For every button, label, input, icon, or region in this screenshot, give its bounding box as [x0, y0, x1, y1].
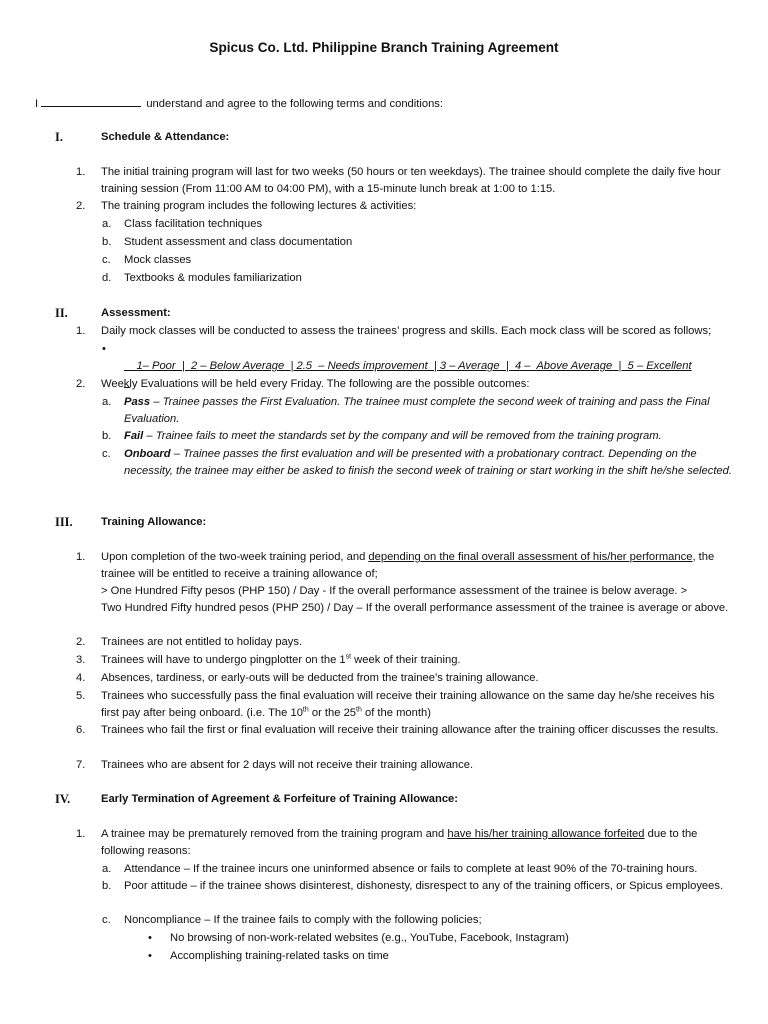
list-item [76, 164, 733, 198]
item-text: Absences, tardiness, or early-outs will be deducted from the trainee’s training allowance. [101, 672, 539, 684]
list-item [76, 652, 733, 669]
section-heading: Assessment: [101, 307, 171, 319]
item-number: 1. [76, 325, 86, 337]
ordinal-suffix: th [356, 706, 362, 714]
item-text: The initial training program will last for two weeks (50 hours or ten weekdays). The trainee should complete the daily five hour training session (From 11:00 AM to 04:00 PM), with a 15-minute lunch break at 1:00 to 1:15. [101, 166, 721, 195]
sub-item [102, 446, 734, 480]
sub-letter: b. [102, 236, 112, 248]
sub-letter: d. [102, 272, 112, 284]
sub-letter: c. [102, 914, 111, 926]
sub-item [102, 394, 734, 428]
sub-text: Mock classes [124, 254, 192, 266]
bullet-text: Accomplishing training-related tasks on time [170, 950, 389, 962]
term-dash: – [170, 448, 184, 460]
list-item [76, 722, 733, 739]
underlined-text: have his/her training allowance forfeited [447, 828, 645, 840]
item-text: A trainee may be prematurely removed from the training program and [101, 828, 448, 840]
sub-item [102, 428, 734, 445]
outcome-text: Trainee passes the First Evaluation. The trainee must complete the second week of training and pass the Final Evaluation. [124, 396, 710, 425]
item-number: 2. [76, 636, 86, 648]
item-text: Upon completion of the two-week training period, and [101, 551, 369, 563]
outcome-term: Onboard [124, 448, 171, 460]
item-number: 3. [76, 654, 86, 666]
ordinal-suffix: th [302, 706, 309, 714]
sub-letter: b. [102, 430, 112, 442]
item-number: 1. [76, 551, 86, 563]
sub-letter: c. [102, 448, 111, 460]
sub-letter: a. [102, 863, 112, 875]
outcome-text: Trainee fails to meet the standards set by the company and will be removed from the training program. [155, 430, 662, 442]
sub-item [102, 912, 734, 929]
item-text: or the 25 [308, 707, 357, 719]
item-text: , the trainee will be entitled to receive a training allowance of; [101, 551, 715, 580]
underlined-text: depending on the final overall assessment of his/her performance [368, 551, 693, 563]
item-text: Trainees who are absent for 2 days will not receive their training allowance. [101, 759, 474, 771]
section-numeral: II. [55, 306, 68, 320]
list-item [76, 688, 733, 722]
bullet-text: No browsing of non-work-related websites (e.g., YouTube, Facebook, Instagram) [170, 932, 569, 944]
allowance-line: > One Hundred Fifty pesos (PHP 150) / Day - If the overall performance assessment of the trainee is below average. > [101, 585, 688, 597]
item-number: 1. [76, 166, 86, 178]
list-item [76, 757, 733, 774]
item-number: 4. [76, 672, 86, 684]
outcome-text: Trainee passes the first evaluation and will be presented with a probationary contract. Depending on the necessity, the trainee may either be asked to finish the second week of training or start working in the shift he/she selected. [124, 448, 732, 477]
item-text: Trainees will have to undergo pingplotter on the 1 [101, 654, 346, 666]
term-dash: – [150, 396, 163, 408]
sub-letter: b. [102, 880, 112, 892]
bullet-mark: • [148, 950, 152, 962]
list-item [76, 376, 733, 393]
document-title: Spicus Co. Ltd. Philippine Branch Training Agreement [209, 40, 559, 55]
outcome-term: Fail [124, 430, 144, 442]
sub-text: Poor attitude – if the trainee shows disinterest, dishonesty, disrespect to any of the training officers, or Spicus employees. [124, 880, 724, 892]
ordinal-suffix: st [345, 653, 352, 661]
item-text: week of their training. [351, 654, 461, 666]
item-number: 1. [76, 828, 86, 840]
bullet-mark: • [148, 932, 152, 944]
bullet-mark: • [102, 343, 106, 355]
list-item [76, 323, 733, 340]
list-item [76, 549, 733, 583]
sub-letter: a. [102, 218, 112, 230]
list-item [76, 826, 733, 860]
section-numeral: IV. [55, 792, 71, 806]
intro-prefix: I [35, 98, 39, 110]
allowance-line: Two Hundred Fifty hundred pesos (PHP 250) / Day – If the overall performance assessment of the trainee is average or above. [101, 602, 729, 614]
sub-text: Textbooks & modules familiarization [124, 272, 302, 284]
item-number: 2. [76, 200, 86, 212]
item-number: 7. [76, 759, 86, 771]
item-text: Weekly Evaluations will be held every Friday. The following are the possible outcomes: [101, 378, 530, 390]
policy-bullet [148, 948, 730, 965]
scale-text: 1– Poor | 2 – Below Average | 2.5 – Needs improvement | 3 – Average | 4 – Above Average | 5 – Excellent [136, 360, 692, 372]
sub-item [102, 216, 734, 233]
sub-text: Attendance – If the trainee incurs one uninformed absence or fails to complete at least 90% of the 70-training hours. [124, 863, 698, 875]
section-numeral: III. [55, 515, 73, 529]
sub-text: Noncompliance – If the trainee fails to comply with the following policies; [124, 914, 482, 926]
outcome-term: Pass [124, 396, 151, 408]
sub-item [102, 252, 734, 269]
list-item [76, 198, 733, 215]
list-item [76, 670, 733, 687]
sub-letter: c. [102, 254, 111, 266]
term-dash: – [143, 430, 156, 442]
sub-item [102, 270, 734, 287]
sub-letter: a. [102, 396, 112, 408]
item-number: 5. [76, 690, 86, 702]
sub-item [102, 878, 734, 895]
item-number: 6. [76, 724, 86, 736]
item-text: Trainees are not entitled to holiday pays. [101, 636, 303, 648]
sub-item [102, 234, 734, 251]
sub-item [102, 861, 734, 878]
section-heading: Schedule & Attendance: [101, 131, 230, 143]
list-item [76, 634, 733, 651]
name-blank-field[interactable] [41, 94, 141, 107]
item-text: Daily mock classes will be conducted to assess the trainees’ progress and skills. Each mock class will be scored as follows; [101, 325, 712, 337]
intro-line [35, 94, 443, 113]
item-text: due to the following reasons: [101, 828, 698, 857]
section-heading: Early Termination of Agreement & Forfeiture of Training Allowance: [101, 793, 459, 805]
item-text: Trainees who successfully pass the final evaluation will receive their training allowance on the same day he/she receives his first pay after being onboard. (i.e. The 10 [101, 690, 715, 719]
policy-bullet [148, 930, 730, 947]
item-text: of the month) [361, 707, 431, 719]
section-numeral: I. [55, 130, 63, 144]
item-text: The training program includes the following lectures & activities: [101, 200, 417, 212]
sub-text: Class facilitation techniques [124, 218, 263, 230]
item-text: Trainees who fail the first or final evaluation will receive their training allowance after the training officer discusses the results. [101, 724, 719, 736]
item-number: 2. [76, 378, 86, 390]
section-heading: Training Allowance: [101, 516, 207, 528]
sub-text: Student assessment and class documentation [124, 236, 353, 248]
intro-text: understand and agree to the following terms and conditions: [146, 98, 443, 110]
